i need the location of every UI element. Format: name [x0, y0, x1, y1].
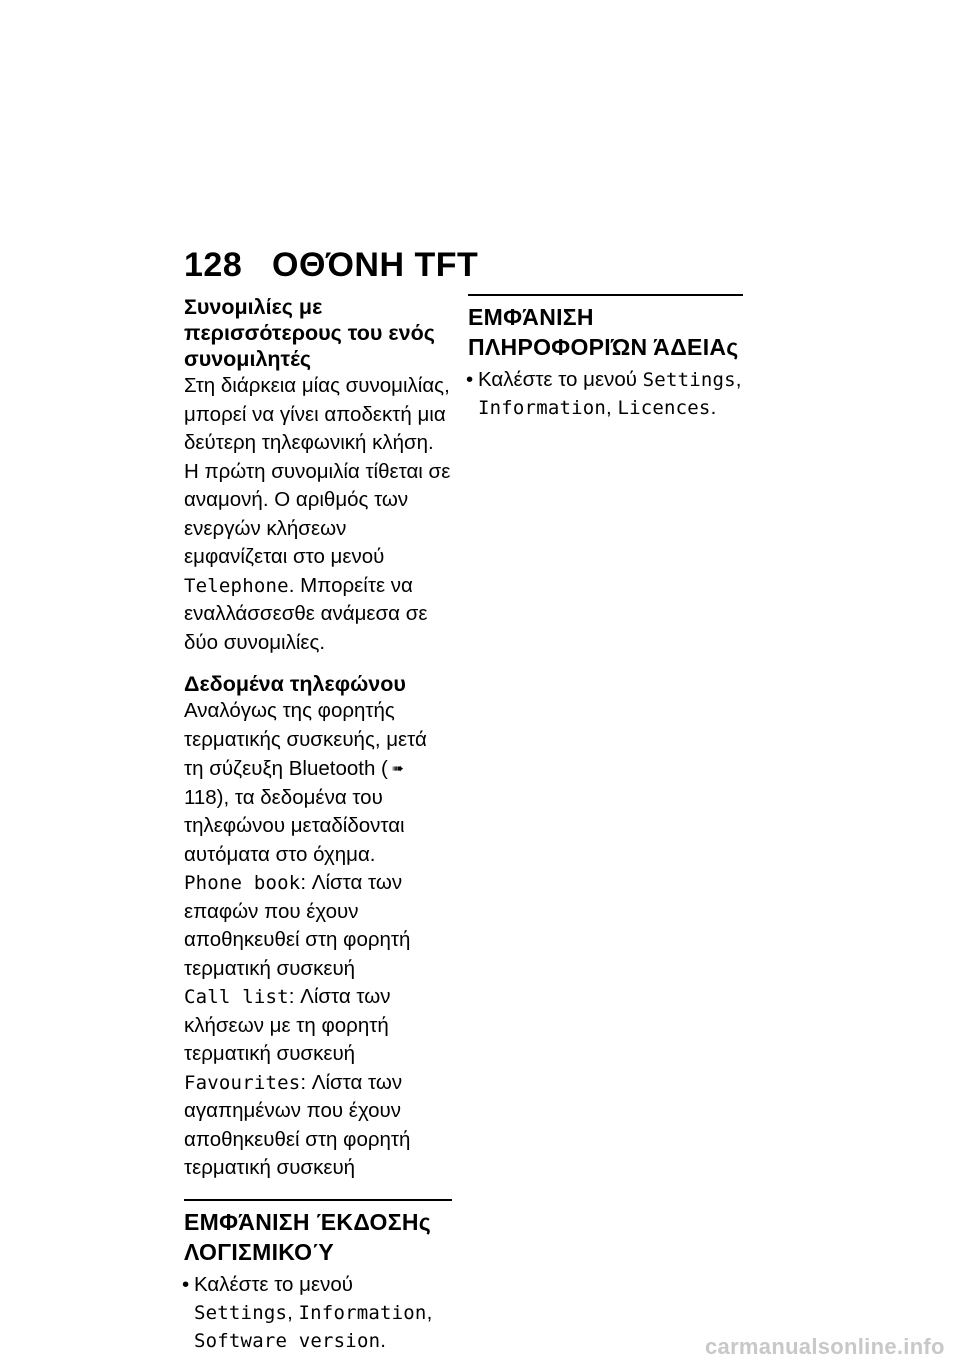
- page-number: 128: [184, 246, 243, 284]
- page-title: ΟΘΌΝΗ TFT: [272, 246, 479, 284]
- list-item-text: : Λίστα των αγαπημένων που έχουν αποθηκευθεί στη φορητή τερματική συσκευή: [184, 1070, 411, 1179]
- separator: ,: [287, 1300, 293, 1324]
- watermark-text: carmanualsonline.info: [705, 1334, 945, 1359]
- separator: ,: [606, 396, 612, 419]
- menu-name-information: Information: [298, 1301, 427, 1324]
- separator: ,: [735, 368, 742, 391]
- menu-name-information: Information: [478, 397, 607, 419]
- list-item-phone-book: [184, 869, 452, 983]
- list-item-text: : Λίστα των κλήσεων με τη φορητή τερματική συσκευή: [184, 985, 391, 1065]
- paragraph-text: Αναλόγως της φορητής τερματικής συσκευής, μετά τη σύζευξη Bluetooth (: [184, 699, 427, 780]
- menu-name-settings: Settings: [194, 1301, 288, 1324]
- page-header: [184, 246, 478, 285]
- end-mark: .: [380, 1328, 386, 1352]
- list-item-text: : Λίστα των επαφών που έχουν αποθηκευθεί στη φορητή τερματική συσκευή: [184, 871, 411, 980]
- menu-name-call-list: Call list: [184, 986, 289, 1008]
- section-heading-licences: ΕΜΦΆΝΙΣΗ ΠΛΗΡΟΦΟΡΙΏΝ ΆΔΕΙΑς: [468, 304, 739, 360]
- section-heading-multiple-calls: Συνομιλίες με περισσότερους του ενός συνομιλητές: [184, 295, 435, 371]
- section-heading-software-version: ΕΜΦΆΝΙΣΗ ΈΚΔΟΣΗς ΛΟΓΙΣΜΙΚΟΎ: [184, 1208, 431, 1265]
- bullet-licences: [468, 366, 743, 422]
- section-heading-phone-data: Δεδομένα τηλεφώνου: [184, 672, 406, 696]
- paragraph-multiple-calls: [184, 372, 452, 657]
- bullet-text: Καλέστε το μενού: [478, 368, 637, 391]
- section-divider: [184, 1199, 452, 1201]
- bullet-text: Καλέστε το μενού: [194, 1272, 353, 1296]
- left-column: [184, 294, 452, 1355]
- menu-name-software-version: Software version: [194, 1329, 381, 1352]
- menu-name-telephone: Telephone: [184, 574, 289, 597]
- list-item-favourites: [184, 1069, 452, 1183]
- right-column: [468, 294, 743, 422]
- bullet-software-version: [184, 1271, 452, 1355]
- paragraph-phone-data: [184, 697, 452, 869]
- menu-name-licences: Licences: [617, 397, 711, 419]
- spacer: [184, 1183, 452, 1199]
- bullet-icon: •: [466, 368, 474, 391]
- list-item-call-list: [184, 983, 452, 1069]
- end-mark: .: [710, 396, 717, 419]
- menu-name-settings: Settings: [642, 369, 736, 391]
- menu-name-phone-book: Phone book: [184, 872, 301, 894]
- separator: ,: [426, 1300, 433, 1324]
- bullet-icon: •: [182, 1272, 190, 1296]
- page-reference-text: 118), τα δεδομένα του τηλεφώνου μεταδίδονται αυτόματα στο όχημα.: [184, 785, 405, 866]
- spacer: [184, 657, 452, 671]
- paragraph-text: . Μπορείτε να εναλλάσσεσθε ανάμεσα σε δύο συνομιλίες.: [184, 573, 428, 654]
- page-reference-arrow-icon: ➠: [391, 760, 404, 776]
- paragraph-text: Στη διάρκεια μίας συνομιλίας, μπορεί να γίνει αποδεκτή μια δεύτερη τηλεφωνική κλήση. Η πρώτη συνομιλία τίθεται σε αναμονή. Ο αριθμός των ενεργών κλήσεων εμφανίζεται στο μενού: [184, 374, 451, 568]
- section-divider: [468, 294, 743, 296]
- menu-name-favourites: Favourites: [184, 1071, 301, 1094]
